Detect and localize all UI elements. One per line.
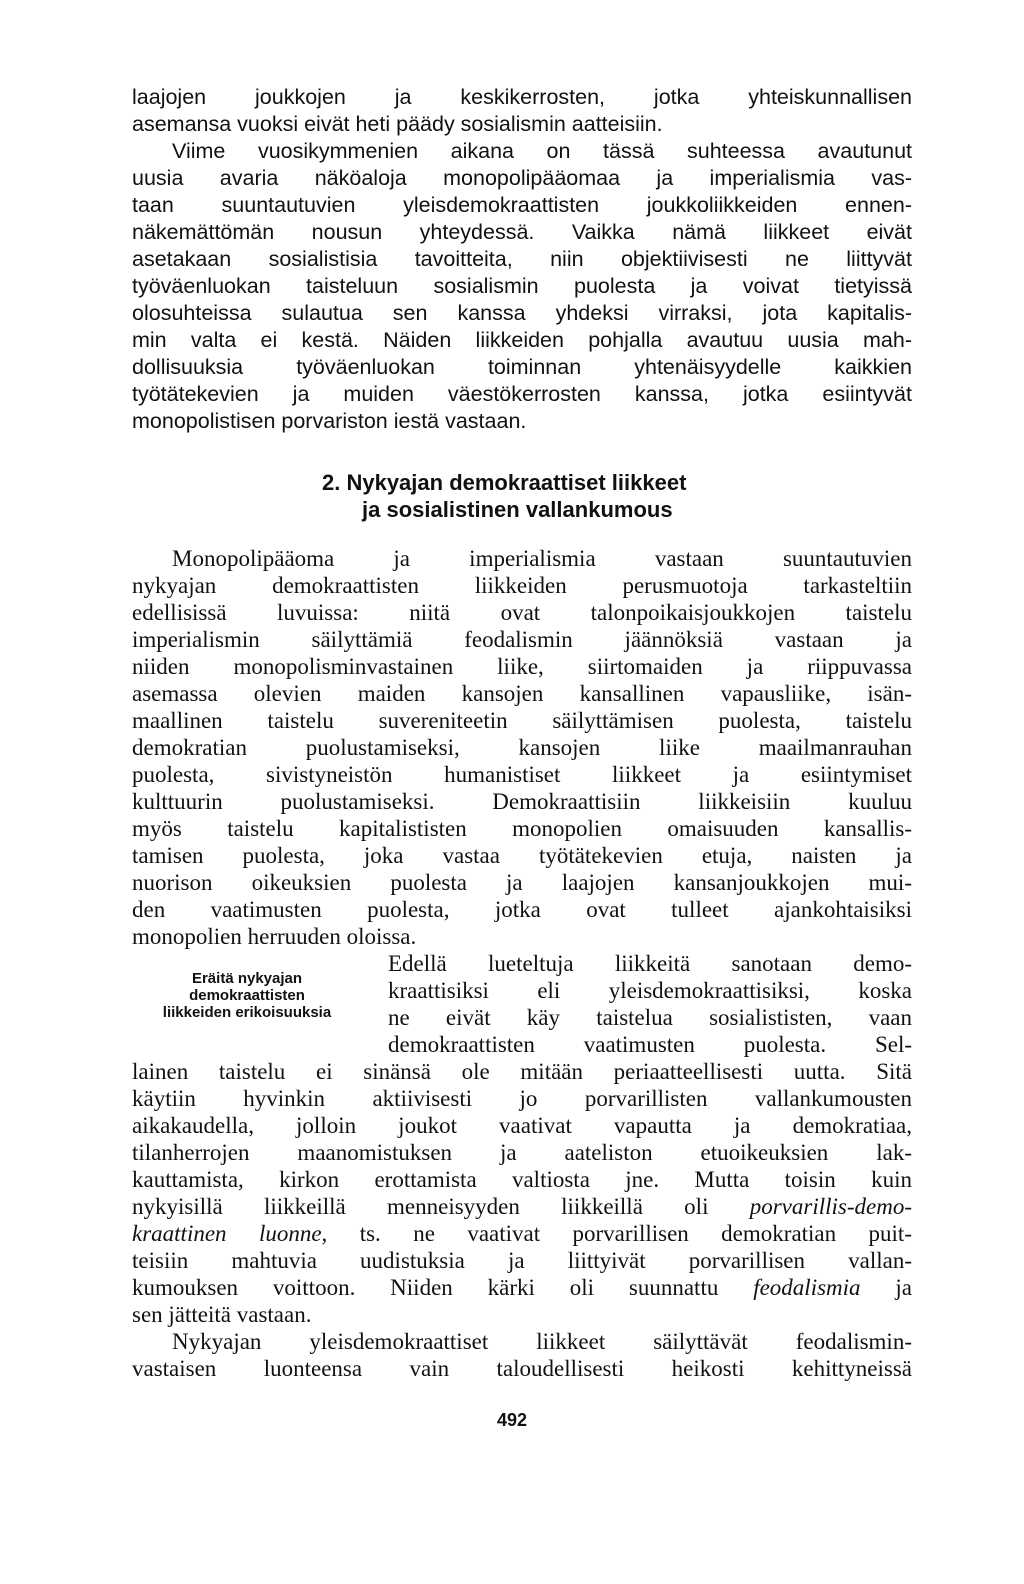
text-line: työtätekevien ja muiden väestökerrosten kanssa, jotka esiintyvät [132, 382, 912, 406]
text-line: Viime vuosikymmenien aikana on tässä suhteessa avautunut [172, 139, 912, 163]
text-span: nykyisillä liikkeillä menneisyyden liikkeillä oli [132, 1194, 750, 1219]
text-line: uusia avaria näköaloja monopolipääomaa ja imperialismia vas- [132, 166, 912, 190]
text-line: asemansa vuoksi eivät heti päädy sosialismin aatteisiin. [132, 112, 663, 136]
text-line: demokraattisten vaatimusten puolesta. Sel- [388, 1032, 912, 1057]
text-line: sen jätteitä vastaan. [132, 1302, 312, 1327]
page-body [132, 84, 912, 1382]
section-heading-continued: ja sosialistinen vallankumous [362, 497, 673, 522]
text-line: edellisissä luvuissa: niitä ovat talonpoikaisjoukkojen taistelu [132, 600, 912, 625]
margin-note-line: liikkeiden erikoisuuksia [162, 1004, 332, 1021]
text-line: imperialismin säilyttämiä feodalismin jäännöksiä vastaan ja [132, 627, 912, 652]
text-line: demokratian puolustamiseksi, kansojen liike maailmanrauhan [132, 735, 912, 760]
text-line: asetakaan sosialistisia tavoitteita, niin objektiivisesti ne liittyvät [132, 247, 912, 271]
text-line: min valta ei kestä. Näiden liikkeiden pohjalla avautuu uusia mah- [132, 328, 912, 352]
text-line: maallinen taistelu suvereniteetin säilyttämisen puolesta, taistelu [132, 708, 912, 733]
text-line: nuorison oikeuksien puolesta ja laajojen kansanjoukkojen mui- [132, 870, 912, 895]
text-line: niiden monopolisminvastainen liike, siirtomaiden ja riippuvassa [132, 654, 912, 679]
paragraph-final [132, 1328, 912, 1382]
text-line [132, 1274, 912, 1301]
text-line: Nykyajan yleisdemokraattiset liikkeet säilyttävät feodalismin- [172, 1329, 912, 1354]
emphasis: kraattinen luonne, [132, 1221, 328, 1246]
text-line: tilanherrojen maanomistuksen ja aateliston etuoikeuksien lak- [132, 1140, 912, 1165]
section-heading: 2. Nykyajan demokraattiset liikkeet [322, 470, 687, 495]
text-line: dollisuuksia työväenluokan toiminnan yhtenäisyydelle kaikkien [132, 355, 912, 379]
text-line: puolesta, sivistyneistön humanistiset liikkeet ja esiintymiset [132, 762, 912, 787]
text-line: tamisen puolesta, joka vastaa työtätekevien etuja, naisten ja [132, 843, 912, 868]
text-line: käytiin hyvinkin aktiivisesti jo porvarillisten vallankumousten [132, 1086, 912, 1111]
text-line: laajojen joukkojen ja keskikerrosten, jotka yhteiskunnallisen [132, 85, 912, 109]
text-span: kumouksen voittoon. Niiden kärki oli suunnattu [132, 1275, 754, 1300]
page-number: 492 [496, 1410, 528, 1430]
text-line: taan suuntautuvien yleisdemokraattisten joukkoliikkeiden ennen- [132, 193, 912, 217]
text-line: den vaatimusten puolesta, jotka ovat tulleet ajankohtaisiksi [132, 897, 912, 922]
text-span: ts. ne vaativat porvarillisen demokratian puit- [327, 1221, 912, 1246]
text-line [132, 1193, 912, 1220]
text-line: kraattisiksi eli yleisdemokraattisiksi, koska [388, 978, 912, 1003]
text-line: Edellä lueteltuja liikkeitä sanotaan demo- [388, 951, 912, 976]
text-line: lainen taistelu ei sinänsä ole mitään periaatteellisesti uutta. Sitä [132, 1059, 912, 1084]
text-line: teisiin mahtuvia uudistuksia ja liittyivät porvarillisen vallan- [132, 1248, 912, 1273]
text-line [132, 1220, 912, 1247]
text-line: kulttuurin puolustamiseksi. Demokraattisiin liikkeisiin kuuluu [132, 789, 912, 814]
text-line: monopolien herruuden oloissa. [132, 924, 417, 949]
emphasis: porvarillis-demo- [749, 1194, 912, 1219]
text-line: näkemättömän nousun yhteydessä. Vaikka nämä liikkeet eivät [132, 220, 912, 244]
text-line: olosuhteissa sulautua sen kanssa yhdeksi virraksi, jota kapitalis- [132, 301, 912, 325]
text-line: kauttamista, kirkon erottamista valtiosta jne. Mutta toisin kuin [132, 1167, 912, 1192]
text-span: ja [860, 1275, 913, 1300]
text-line: ne eivät käy taistelua sosialististen, vaan [388, 1005, 912, 1030]
paragraph-demo-movements [132, 545, 912, 950]
text-line: nykyajan demokraattisten liikkeiden perusmuotoja tarkasteltiin [132, 573, 912, 598]
text-line: vastaisen luonteensa vain taloudellisesti heikosti kehittyneissä [132, 1356, 912, 1381]
emphasis: feodalismia [753, 1275, 861, 1300]
text-line: asemassa olevien maiden kansojen kansallinen vapausliike, isän- [132, 681, 912, 706]
paragraph-intro [132, 84, 912, 435]
margin-note-line: demokraattisten [189, 987, 305, 1004]
text-line: aikakaudella, jolloin joukot vaativat vapautta ja demokratiaa, [132, 1113, 912, 1138]
text-line: monopolistisen porvariston iestä vastaan. [132, 409, 527, 433]
paragraph-characteristics [132, 950, 912, 1328]
text-line: työväenluokan taisteluun sosialismin puolesta ja voivat tietyissä [132, 274, 912, 298]
margin-note [122, 970, 372, 1021]
margin-note-line: Eräitä nykyajan [191, 970, 303, 987]
text-line: myös taistelu kapitalististen monopolien omaisuuden kansallis- [132, 816, 912, 841]
text-line: Monopolipääoma ja imperialismia vastaan suuntautuvien [172, 546, 912, 571]
